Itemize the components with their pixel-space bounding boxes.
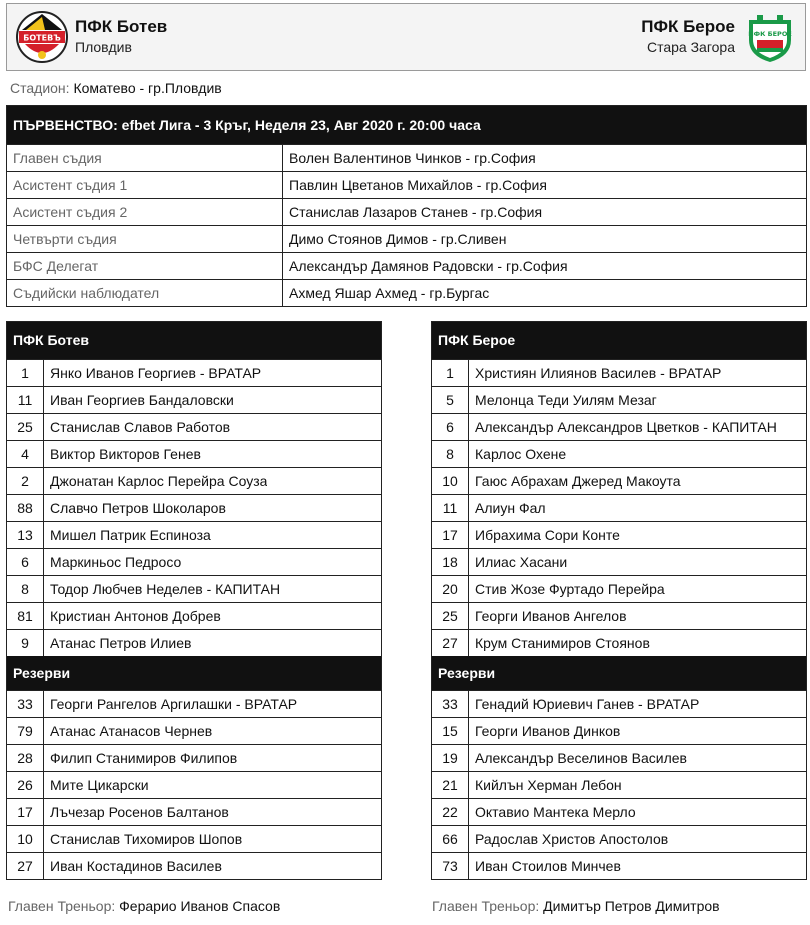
player-name[interactable]: Станислав Славов Работов [50,419,231,435]
player-number: 8 [7,576,44,602]
botev-crest-icon [15,10,69,64]
player-name[interactable]: Ибрахима Сори Конте [475,527,620,543]
away-team-name[interactable]: ПФК Берое [641,17,735,36]
player-number: 17 [432,522,469,548]
home-starter-player-row [7,548,381,575]
away-starter-player-row [432,575,806,602]
player-number: 11 [432,495,469,521]
player-number: 79 [7,718,44,744]
home-sub-player-row [7,825,381,852]
away-starter-player-row [432,413,806,440]
player-name[interactable]: Атанас Петров Илиев [50,635,192,651]
home-coach-name[interactable]: Ферарио Иванов Спасов [119,898,281,914]
official-name: Станислав Лазаров Станев - гр.София [289,204,543,220]
player-name[interactable]: Алиун Фал [475,500,546,516]
official-name: Волен Валентинов Чинков - гр.София [289,150,536,166]
home-subs-title: Резерви [7,656,381,690]
player-name[interactable]: Иван Стоилов Минчев [475,858,621,874]
player-number: 13 [7,522,44,548]
away-team[interactable] [641,10,797,64]
player-number: 19 [432,745,469,771]
official-name: Павлин Цветанов Михайлов - гр.София [289,177,547,193]
player-name[interactable]: Янко Иванов Георгиев - ВРАТАР [50,365,262,381]
home-lineup-table [6,321,382,880]
home-sub-player-row [7,744,381,771]
home-sub-player-row [7,852,381,879]
away-sub-player-row [432,825,806,852]
player-name[interactable]: Октавио Мантека Мерло [475,804,636,820]
official-role: Асистент съдия 2 [7,199,283,225]
official-role: Главен съдия [7,145,283,171]
away-starter-player-row [432,440,806,467]
stadium-value: Коматево - гр.Пловдив [73,80,222,96]
player-name[interactable]: Филип Станимиров Филипов [50,750,238,766]
player-name[interactable]: Кристиан Антонов Добрев [50,608,221,624]
away-team-city: Стара Загора [646,39,735,55]
player-name[interactable]: Тодор Любчев Неделев - КАПИТАН [50,581,281,597]
home-starter-player-row [7,440,381,467]
player-name[interactable]: Генадий Юриевич Ганев - ВРАТАР [475,696,700,712]
official-row [7,225,806,252]
player-number: 1 [7,360,44,386]
player-number: 11 [7,387,44,413]
player-name[interactable]: Гаюс Абрахам Джеред Макоута [475,473,681,489]
official-row [7,252,806,279]
player-number: 27 [7,853,44,879]
away-starter-player-row [432,602,806,629]
home-lineup-title: ПФК Ботев [7,322,381,359]
player-number: 9 [7,630,44,656]
player-number: 2 [7,468,44,494]
svg-text:ПФК БЕРОЕ: ПФК БЕРОЕ [748,30,792,38]
player-number: 21 [432,772,469,798]
official-row [7,198,806,225]
player-number: 20 [432,576,469,602]
competition-label: ПЪРВЕНСТВО: [13,117,118,133]
home-team-name[interactable]: ПФК Ботев [75,17,168,36]
away-sub-player-row [432,744,806,771]
home-team[interactable] [15,10,167,64]
away-starter-player-row [432,629,806,656]
player-number: 33 [7,691,44,717]
player-number: 5 [432,387,469,413]
away-lineup-table [431,321,807,880]
player-number: 8 [432,441,469,467]
player-number: 28 [7,745,44,771]
away-sub-player-row [432,717,806,744]
player-name[interactable]: Стив Жозе Фуртадо Перейра [475,581,665,597]
home-sub-player-row [7,690,381,717]
player-number: 25 [7,414,44,440]
player-number: 10 [432,468,469,494]
official-name: Александър Дамянов Радовски - гр.София [289,258,568,274]
player-number: 18 [432,549,469,575]
player-name[interactable]: Александър Веселинов Василев [475,750,687,766]
player-name[interactable]: Александър Александров Цветков - КАПИТАН [475,419,777,435]
player-name[interactable]: Християн Илиянов Василев - ВРАТАР [475,365,722,381]
home-starter-player-row [7,629,381,656]
official-name: Ахмед Яшар Ахмед - гр.Бургас [289,285,490,301]
match-header [6,3,806,71]
official-role: Асистент съдия 1 [7,172,283,198]
player-number: 6 [432,414,469,440]
player-number: 15 [432,718,469,744]
official-role: Четвърти съдия [7,226,283,252]
stadium-label: Стадион: [10,80,70,96]
player-number: 17 [7,799,44,825]
home-starter-player-row [7,521,381,548]
away-starter-player-row [432,494,806,521]
home-starter-player-row [7,386,381,413]
player-number: 27 [432,630,469,656]
official-role: БФС Делегат [7,253,283,279]
player-name[interactable]: Илиас Хасани [475,554,568,570]
svg-text:БОТЕВЪ: БОТЕВЪ [23,33,61,43]
officials-table [6,105,807,307]
player-number: 33 [432,691,469,717]
player-number: 22 [432,799,469,825]
away-starter-player-row [432,467,806,494]
away-starter-player-row [432,521,806,548]
player-name[interactable]: Иван Георгиев Бандаловски [50,392,234,408]
home-coach-label: Главен Треньор: [8,898,116,914]
player-name[interactable]: Георги Иванов Ангелов [475,608,627,624]
player-name[interactable]: Кийлън Херман Лебон [475,777,622,793]
home-starter-player-row [7,575,381,602]
home-starter-player-row [7,602,381,629]
player-name[interactable]: Георги Рангелов Аргилашки - ВРАТАР [50,696,298,712]
player-number: 81 [7,603,44,629]
official-row [7,171,806,198]
player-name[interactable]: Радослав Христов Апостолов [475,831,669,847]
official-row [7,279,806,306]
player-number: 4 [7,441,44,467]
player-name[interactable]: Георги Иванов Динков [475,723,621,739]
player-name[interactable]: Атанас Атанасов Чернев [50,723,213,739]
official-row [7,144,806,171]
player-number: 25 [432,603,469,629]
away-starter-player-row [432,386,806,413]
player-number: 88 [7,495,44,521]
home-sub-player-row [7,771,381,798]
away-coach [432,898,720,914]
player-name[interactable]: Джонатан Карлос Перейра Соуза [50,473,268,489]
beroe-crest-icon [743,10,797,64]
away-sub-player-row [432,798,806,825]
player-number: 66 [432,826,469,852]
player-name[interactable]: Мите Цикарски [50,777,149,793]
home-starter-player-row [7,359,381,386]
player-name[interactable]: Лъчезар Росенов Балтанов [50,804,229,820]
player-name[interactable]: Крум Станимиров Стоянов [475,635,650,651]
home-team-city: Пловдив [75,39,132,55]
home-sub-player-row [7,717,381,744]
player-name[interactable]: Иван Костадинов Василев [50,858,222,874]
home-starter-player-row [7,413,381,440]
player-number: 1 [432,360,469,386]
player-number: 10 [7,826,44,852]
away-subs-title: Резерви [432,656,806,690]
away-coach-name[interactable]: Димитър Петров Димитров [543,898,720,914]
player-number: 26 [7,772,44,798]
home-coach [8,898,280,914]
home-starter-player-row [7,467,381,494]
match-details: efbet Лига - 3 Кръг, Неделя 23, Авг 2020 г. 20:00 часа [121,117,481,133]
player-number: 73 [432,853,469,879]
player-name[interactable]: Славчо Петров Шоколаров [50,500,226,516]
away-starter-player-row [432,548,806,575]
away-sub-player-row [432,690,806,717]
away-sub-player-row [432,852,806,879]
player-name[interactable]: Виктор Викторов Генев [50,446,201,462]
home-sub-player-row [7,798,381,825]
player-name[interactable]: Карлос Охене [475,446,567,462]
player-name[interactable]: Мелонца Теди Уилям Мезаг [475,392,657,408]
official-role: Съдийски наблюдател [7,280,283,306]
away-coach-label: Главен Треньор: [432,898,540,914]
away-starter-player-row [432,359,806,386]
stadium-info [10,80,222,96]
match-info-header [7,106,806,144]
player-number: 6 [7,549,44,575]
player-name[interactable]: Маркиньос Педросо [50,554,182,570]
away-sub-player-row [432,771,806,798]
away-lineup-title: ПФК Берое [432,322,806,359]
player-name[interactable]: Станислав Тихомиров Шопов [50,831,243,847]
player-name[interactable]: Мишел Патрик Еспиноза [50,527,211,543]
official-name: Димо Стоянов Димов - гр.Сливен [289,231,507,247]
home-starter-player-row [7,494,381,521]
